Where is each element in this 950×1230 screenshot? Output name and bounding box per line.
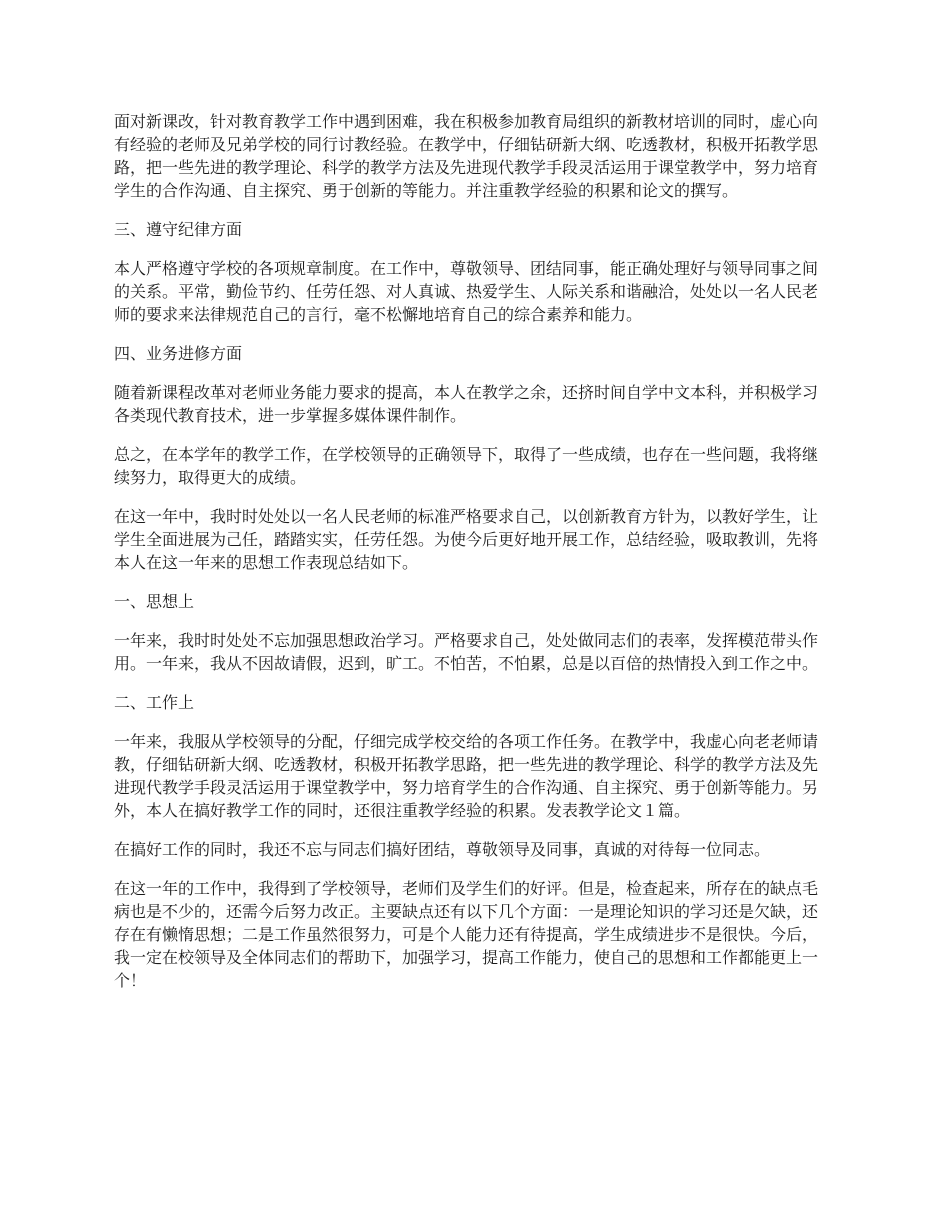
paragraph-4: 总之，在本学年的教学工作，在学校领导的正确领导下，取得了一些成绩，也存在一些问题，我将继续努力，取得更大的成绩。 xyxy=(114,445,819,487)
section-heading-discipline: 三、遵守纪律方面 xyxy=(114,220,243,239)
paragraph-9: 在这一年的工作中，我得到了学校领导，老师们及学生们的好评。但是，检查起来，所存在的缺点毛病也是不少的，还需今后努力改正。主要缺点还有以下几个方面：一是理论知识的学习还是欠缺，还存在有懒惰思想；二是工作虽然很努力，可是个人能力还有待提高，学生成绩进步不是很快。今后，我一定在校领导及全体同志们的帮助下，加强学习，提高工作能力，使自己的思想和工作都能更上一个！ xyxy=(114,879,819,990)
paragraph-8: 在搞好工作的同时，我还不忘与同志们搞好团结，尊敬领导及同事，真诚的对待每一位同志。 xyxy=(114,840,771,859)
section-heading-professional-development: 四、业务进修方面 xyxy=(114,344,243,363)
paragraph-6: 一年来，我时时处处不忘加强思想政治学习。严格要求自己，处处做同志们的表率，发挥模范带头作用。一年来，我从不因故请假，迟到，旷工。不怕苦，不怕累，总是以百倍的热情投入到工作之中。 xyxy=(114,631,819,673)
section-heading-ideology: 一、思想上 xyxy=(114,592,195,611)
paragraph-5: 在这一年中，我时时处处以一名人民老师的标准严格要求自己，以创新教育方针为，以教好学生，让学生全面进展为己任，踏踏实实，任劳任怨。为使今后更好地开展工作，总结经验，吸取教训，先将本人在这一年来的思想工作表现总结如下。 xyxy=(114,507,819,572)
paragraph-1: 面对新课改，针对教育教学工作中遇到困难，我在积极参加教育局组织的新教材培训的同时，虚心向有经验的老师及兄弟学校的同行讨教经验。在教学中，仔细钻研新大纲、吃透教材，积极开拓教学思路，把一些先进的教学理论、科学的教学方法及先进现代教学手段灵活运用于课堂教学中，努力培育学生的合作沟通、自主探究、勇于创新的等能力。并注重教学经验的积累和论文的撰写。 xyxy=(114,112,819,200)
section-heading-work: 二、工作上 xyxy=(114,693,195,712)
paragraph-7: 一年来，我服从学校领导的分配，仔细完成学校交给的各项工作任务。在教学中，我虚心向老老师请教，仔细钻研新大纲、吃透教材，积极开拓教学思路，把一些先进的教学理论、科学的教学方法及先进现代教学手段灵活运用于课堂教学中，努力培育学生的合作沟通、自主探究、勇于创新等能力。另外，本人在搞好教学工作的同时，还很注重教学经验的积累。发表教学论文１篇。 xyxy=(114,732,819,820)
paragraph-3: 随着新课程改革对老师业务能力要求的提高，本人在教学之余，还挤时间自学中文本科，并积极学习各类现代教育技术，进一步掌握多媒体课件制作。 xyxy=(114,383,819,425)
paragraph-2: 本人严格遵守学校的各项规章制度。在工作中，尊敬领导、团结同事，能正确处理好与领导同事之间的关系。平常，勤俭节约、任劳任怨、对人真诚、热爱学生、人际关系和谐融洽，处处以一名人民老师的要求来法律规范自己的言行，毫不松懈地培育自己的综合素养和能力。 xyxy=(114,259,819,324)
document-body xyxy=(114,110,820,992)
